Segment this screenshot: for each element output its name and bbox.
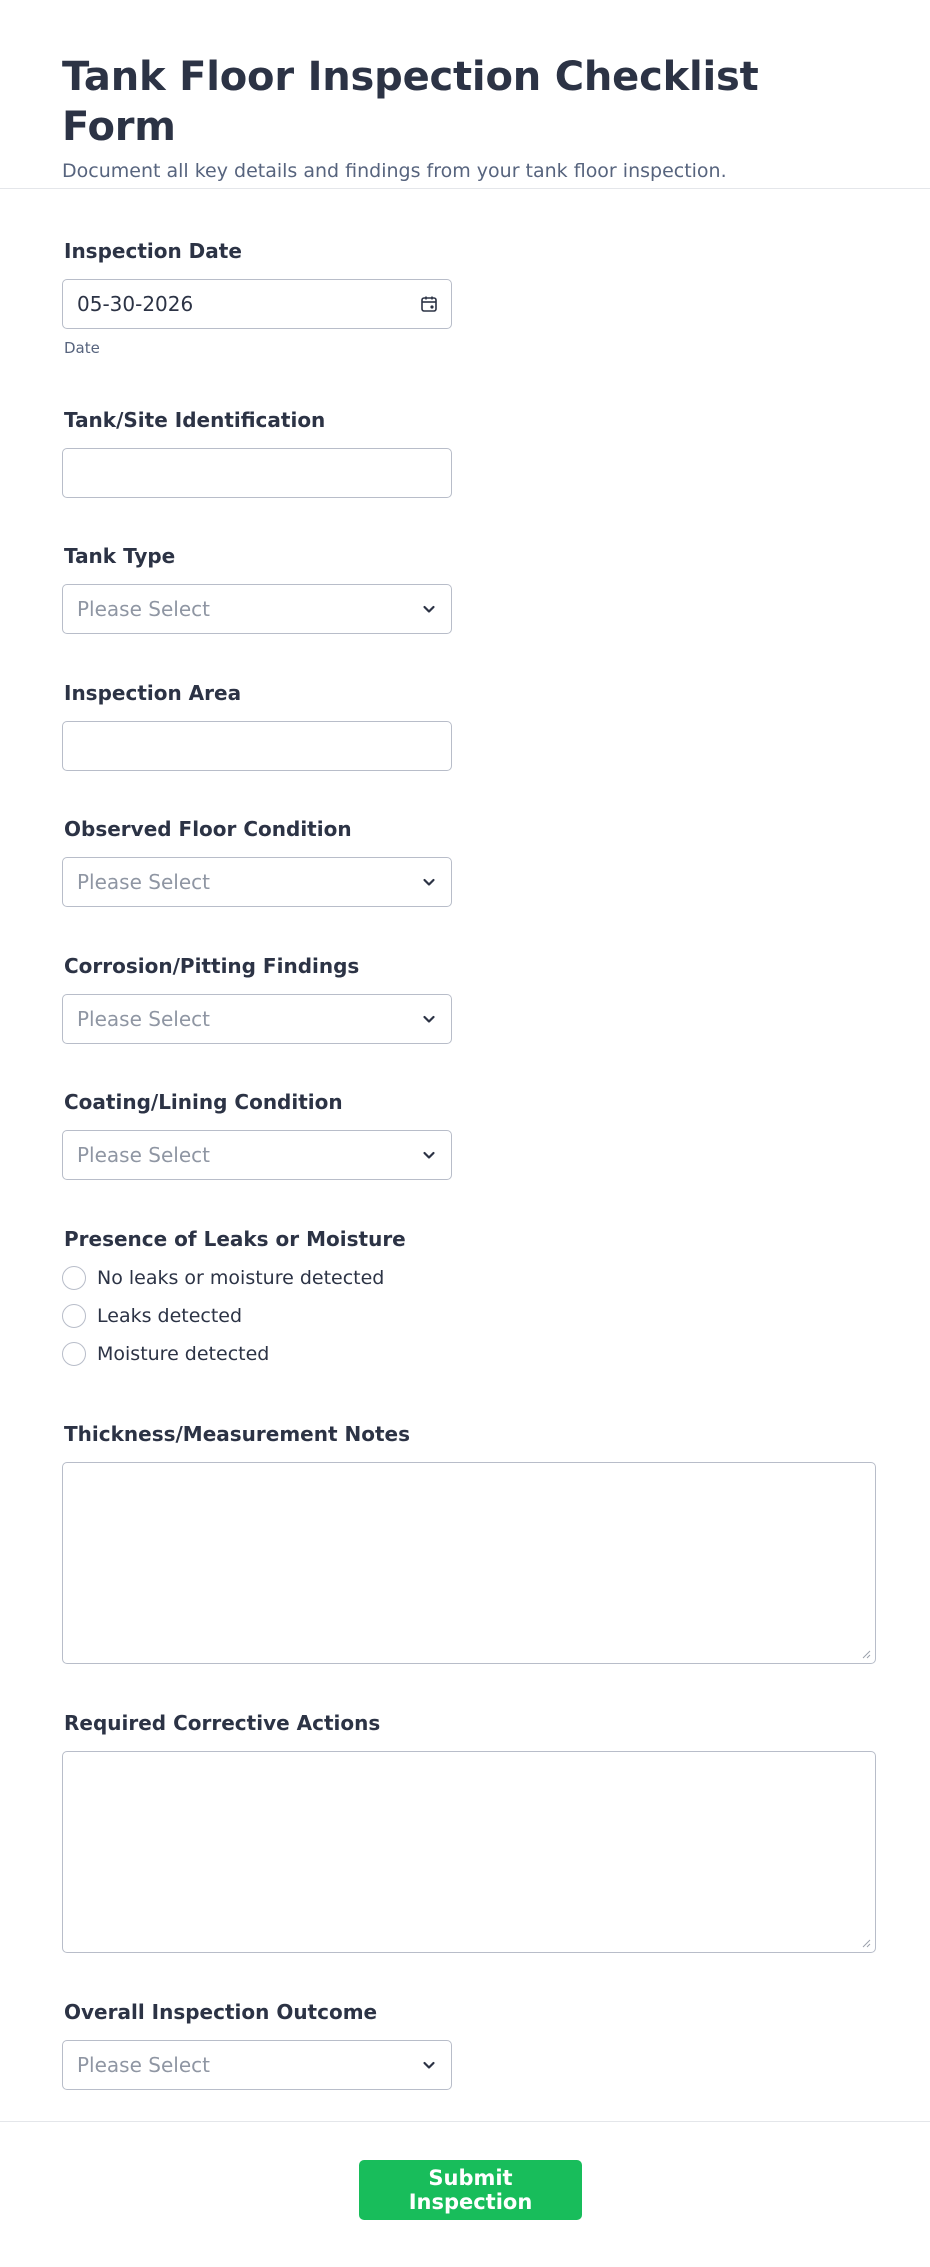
form-subtitle: Document all key details and findings from your tank floor inspection.: [62, 160, 727, 182]
resize-grip-icon[interactable]: [861, 1649, 871, 1659]
field-tank-site-id: [62, 407, 452, 498]
field-inspection-date: [62, 238, 452, 357]
label-overall-outcome: Overall Inspection Outcome: [64, 2000, 378, 2024]
leaks-moisture-radio-group: [62, 1259, 406, 1373]
chevron-down-icon: [419, 1145, 439, 1165]
overall-outcome-placeholder: Please Select: [77, 2053, 210, 2077]
calendar-icon[interactable]: [419, 294, 439, 314]
chevron-down-icon: [419, 1009, 439, 1029]
corrective-actions-textarea[interactable]: [62, 1751, 876, 1953]
label-thickness-notes: Thickness/Measurement Notes: [64, 1422, 411, 1446]
corrosion-pitting-placeholder: Please Select: [77, 1007, 210, 1031]
radio-button[interactable]: [62, 1266, 86, 1290]
field-tank-type: [62, 543, 452, 634]
tank-type-placeholder: Please Select: [77, 597, 210, 621]
field-corrosion-pitting: [62, 953, 452, 1044]
field-overall-outcome: [62, 1999, 452, 2090]
observed-floor-condition-placeholder: Please Select: [77, 870, 210, 894]
chevron-down-icon: [419, 599, 439, 619]
label-leaks-moisture: Presence of Leaks or Moisture: [64, 1227, 406, 1251]
form-header: [0, 0, 930, 189]
overall-outcome-select[interactable]: [62, 2040, 452, 2090]
radio-label: No leaks or moisture detected: [97, 1267, 385, 1289]
radio-label: Leaks detected: [97, 1305, 243, 1327]
observed-floor-condition-select[interactable]: [62, 857, 452, 907]
field-thickness-notes: [62, 1421, 876, 1664]
sublabel-date: Date: [64, 339, 100, 357]
radio-button[interactable]: [62, 1342, 86, 1366]
form-title: Tank Floor Inspection Checklist Form: [62, 54, 759, 150]
label-corrosion-pitting: Corrosion/Pitting Findings: [64, 954, 360, 978]
inspection-area-input[interactable]: [62, 721, 452, 771]
radio-option-no-leaks[interactable]: [62, 1259, 406, 1297]
radio-option-moisture-detected[interactable]: [62, 1335, 406, 1373]
resize-grip-icon[interactable]: [861, 1938, 871, 1948]
tank-site-id-input[interactable]: [62, 448, 452, 498]
label-inspection-date: Inspection Date: [64, 239, 242, 263]
label-corrective-actions: Required Corrective Actions: [64, 1711, 381, 1735]
inspection-date-input[interactable]: [62, 279, 452, 329]
field-coating-lining: [62, 1089, 452, 1180]
field-observed-floor-condition: [62, 816, 452, 907]
chevron-down-icon: [419, 2055, 439, 2075]
inspection-date-value: 05-30-2026: [77, 292, 194, 316]
label-tank-site-id: Tank/Site Identification: [64, 408, 326, 432]
radio-button[interactable]: [62, 1304, 86, 1328]
form-footer: [0, 2121, 930, 2267]
label-tank-type: Tank Type: [64, 544, 176, 568]
corrosion-pitting-select[interactable]: [62, 994, 452, 1044]
coating-lining-placeholder: Please Select: [77, 1143, 210, 1167]
chevron-down-icon: [419, 872, 439, 892]
label-inspection-area: Inspection Area: [64, 681, 242, 705]
tank-type-select[interactable]: [62, 584, 452, 634]
radio-label: Moisture detected: [97, 1343, 270, 1365]
radio-option-leaks-detected[interactable]: [62, 1297, 406, 1335]
label-observed-floor-condition: Observed Floor Condition: [64, 817, 352, 841]
field-inspection-area: [62, 680, 452, 771]
thickness-notes-textarea[interactable]: [62, 1462, 876, 1664]
field-corrective-actions: [62, 1710, 876, 1953]
label-coating-lining: Coating/Lining Condition: [64, 1090, 343, 1114]
field-leaks-moisture: [62, 1226, 406, 1373]
submit-inspection-button[interactable]: Submit Inspection: [359, 2160, 582, 2220]
coating-lining-select[interactable]: [62, 1130, 452, 1180]
